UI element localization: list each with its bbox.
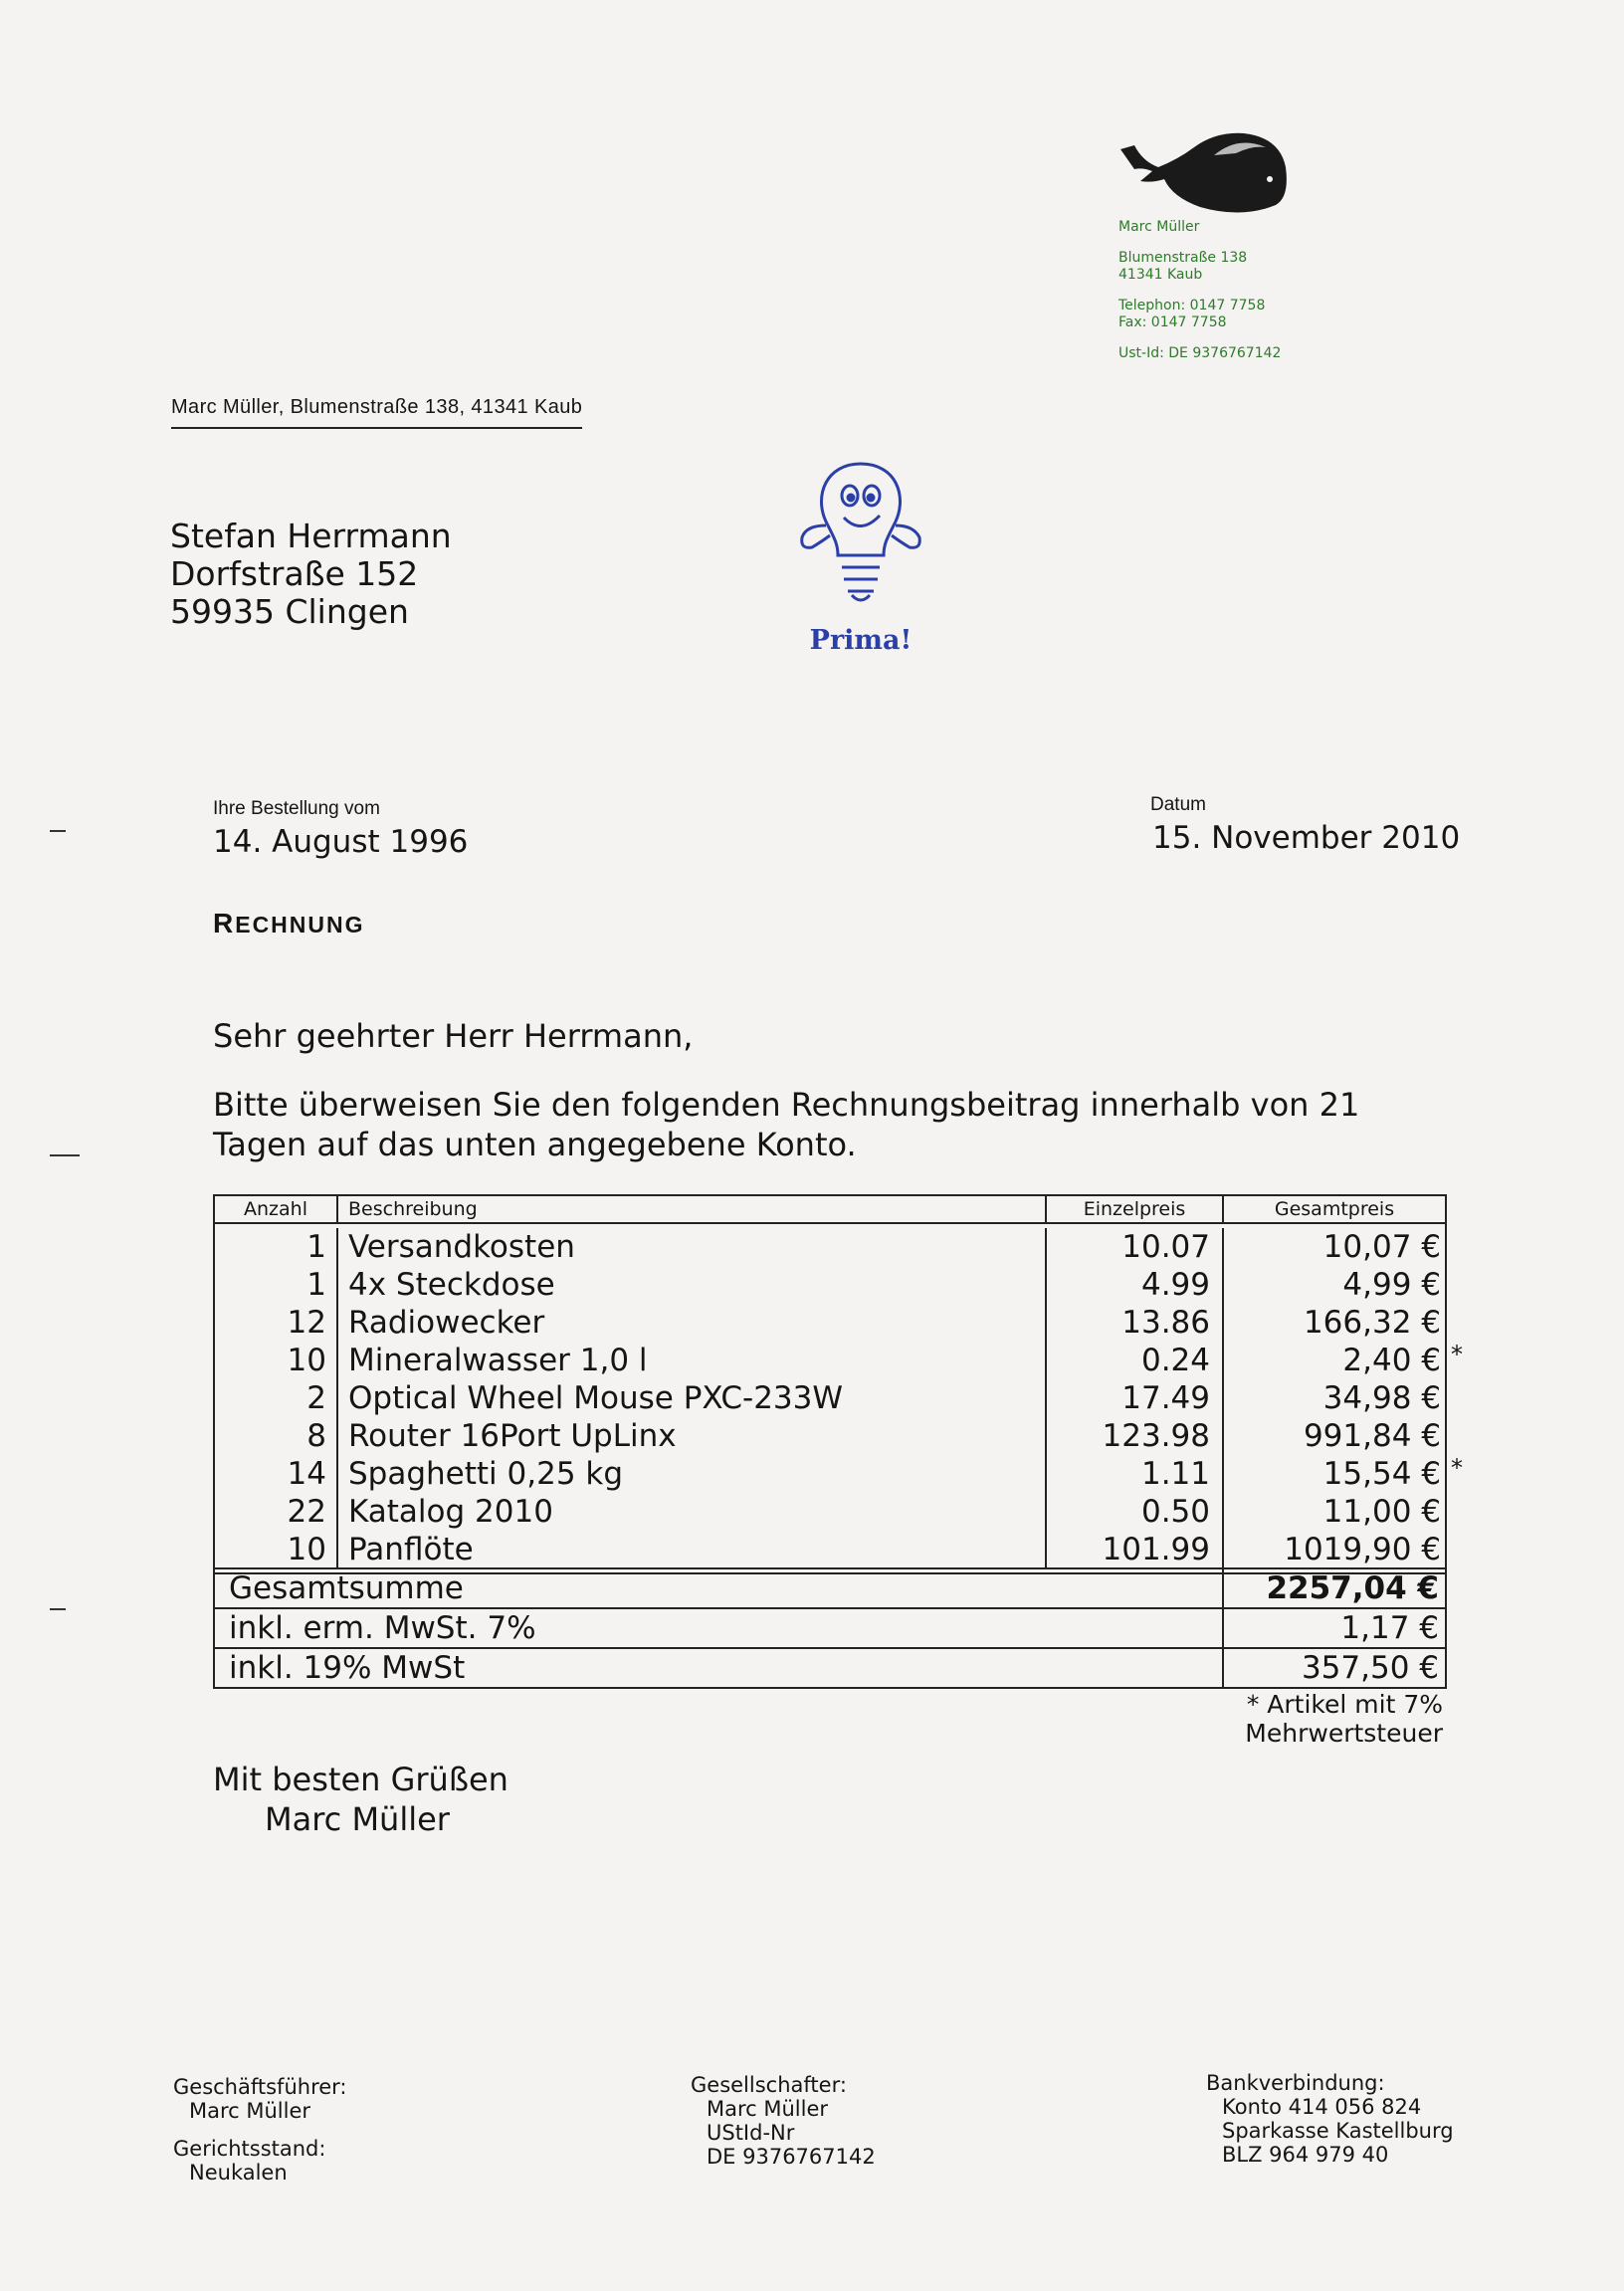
item-qty: 10 bbox=[215, 1531, 338, 1568]
item-qty: 1 bbox=[215, 1228, 338, 1266]
item-description: Router 16Port UpLinx bbox=[338, 1417, 1047, 1455]
invoice-items-table bbox=[213, 1194, 1463, 1574]
table-row bbox=[215, 1531, 1445, 1568]
letterhead-name: Marc Müller bbox=[1118, 219, 1200, 235]
subject-first-letter: R bbox=[213, 908, 236, 938]
item-description: Versandkosten bbox=[338, 1228, 1047, 1266]
header-description: Beschreibung bbox=[338, 1196, 1047, 1222]
recipient-city: 59935 Clingen bbox=[170, 592, 409, 631]
lightbulb-mascot-icon bbox=[786, 456, 935, 625]
item-qty: 14 bbox=[215, 1455, 338, 1493]
table-row bbox=[215, 1228, 1445, 1266]
invoice-date: 15. November 2010 bbox=[1152, 820, 1461, 856]
header-total-price: Gesamtpreis bbox=[1274, 1198, 1395, 1220]
footer-bank-account: Konto 414 056 824 bbox=[1222, 2095, 1422, 2119]
recipient-address bbox=[170, 518, 452, 631]
sender-return-address: Marc Müller, Blumenstraße 138, 41341 Kaub bbox=[171, 396, 582, 429]
item-unit-price: 123.98 bbox=[1047, 1417, 1224, 1455]
letterhead-phone: Telephon: 0147 7758 bbox=[1118, 298, 1266, 313]
table-row bbox=[215, 1304, 1445, 1342]
item-qty: 2 bbox=[215, 1379, 338, 1417]
letterhead-fax: Fax: 0147 7758 bbox=[1118, 314, 1227, 330]
table-row bbox=[215, 1493, 1445, 1531]
stamp-text: Prima! bbox=[809, 625, 913, 656]
total-value: 2257,04 € bbox=[1266, 1570, 1439, 1606]
payment-instruction: Bitte überweisen Sie den folgenden Rechnungsbeitrag innerhalb von 21 Tagen auf das unten angegebene Konto. bbox=[213, 1086, 1360, 1163]
recipient-name: Stefan Herrmann bbox=[170, 517, 452, 555]
item-description: Spaghetti 0,25 kg bbox=[338, 1455, 1047, 1493]
item-qty: 1 bbox=[215, 1266, 338, 1304]
prima-stamp bbox=[786, 456, 935, 660]
table-body bbox=[215, 1224, 1463, 1572]
order-date-label: Ihre Bestellung vom bbox=[213, 798, 380, 819]
footer-shareholder-name: Marc Müller bbox=[707, 2097, 829, 2121]
fold-mark-bottom bbox=[50, 1608, 66, 1610]
item-total-price: 10,07 € bbox=[1322, 1229, 1441, 1265]
item-total-price: 34,98 € bbox=[1322, 1380, 1441, 1416]
reduced-vat-marker: * bbox=[1451, 1341, 1463, 1368]
item-total-price bbox=[1224, 1341, 1463, 1379]
footer-bank-code: BLZ 964 979 40 bbox=[1222, 2143, 1389, 2167]
closing-greeting: Mit besten Grüßen bbox=[213, 1761, 508, 1798]
table-row bbox=[215, 1417, 1445, 1455]
item-unit-price: 101.99 bbox=[1047, 1531, 1224, 1568]
letterhead-address bbox=[1118, 219, 1457, 362]
table-row bbox=[215, 1454, 1463, 1493]
invoice-subject bbox=[213, 908, 365, 939]
reduced-vat-marker: * bbox=[1451, 1454, 1463, 1482]
item-qty: 10 bbox=[215, 1342, 338, 1379]
footer-court-title: Gerichtsstand: bbox=[173, 2137, 326, 2161]
vat-value: 357,50 € bbox=[1301, 1650, 1439, 1686]
item-qty: 12 bbox=[215, 1304, 338, 1342]
item-total-price bbox=[1224, 1454, 1463, 1493]
item-unit-price: 4.99 bbox=[1047, 1266, 1224, 1304]
item-unit-price: 17.49 bbox=[1047, 1379, 1224, 1417]
totals-table bbox=[213, 1567, 1447, 1689]
whale-logo bbox=[1113, 127, 1288, 225]
footer-bank bbox=[1206, 2071, 1454, 2167]
item-unit-price: 10.07 bbox=[1047, 1228, 1224, 1266]
item-description: 4x Steckdose bbox=[338, 1266, 1047, 1304]
punch-mark bbox=[50, 1154, 80, 1156]
salutation: Sehr geehrter Herr Herrmann, bbox=[213, 1017, 694, 1055]
item-description: Panflöte bbox=[338, 1531, 1047, 1568]
item-description: Optical Wheel Mouse PXC-233W bbox=[338, 1379, 1047, 1417]
order-date: 14. August 1996 bbox=[213, 824, 469, 860]
closing bbox=[213, 1760, 508, 1839]
item-description: Mineralwasser 1,0 l bbox=[338, 1342, 1047, 1379]
reduced-vat-label: inkl. erm. MwSt. 7% bbox=[215, 1609, 1224, 1647]
footer-bank-name: Sparkasse Kastellburg bbox=[1222, 2119, 1454, 2143]
item-qty: 8 bbox=[215, 1417, 338, 1455]
reduced-vat-value: 1,17 € bbox=[1340, 1610, 1439, 1646]
footer-shareholder-title: Gesellschafter: bbox=[691, 2073, 847, 2097]
reduced-vat-row bbox=[215, 1609, 1445, 1649]
total-label: Gesamtsumme bbox=[215, 1569, 1224, 1607]
item-unit-price: 0.50 bbox=[1047, 1493, 1224, 1531]
letterhead-street: Blumenstraße 138 bbox=[1118, 250, 1248, 266]
total-row bbox=[215, 1569, 1445, 1609]
header-qty: Anzahl bbox=[215, 1196, 338, 1222]
recipient-street: Dorfstraße 152 bbox=[170, 554, 419, 593]
item-qty: 22 bbox=[215, 1493, 338, 1531]
item-description: Radiowecker bbox=[338, 1304, 1047, 1342]
item-description: Katalog 2010 bbox=[338, 1493, 1047, 1531]
fold-mark-top bbox=[50, 830, 66, 832]
footer-ceo-title: Geschäftsführer: bbox=[173, 2075, 347, 2099]
invoice-date-label: Datum bbox=[1150, 794, 1206, 815]
header-unit-price: Einzelpreis bbox=[1047, 1196, 1224, 1222]
footer-bank-title: Bankverbindung: bbox=[1206, 2071, 1385, 2095]
footer-vat-number: DE 9376767142 bbox=[707, 2145, 876, 2169]
subject-rest: ECHNUNG bbox=[235, 912, 365, 937]
item-unit-price: 0.24 bbox=[1047, 1342, 1224, 1379]
vat-label: inkl. 19% MwSt bbox=[215, 1649, 1224, 1687]
item-total-price: 991,84 € bbox=[1303, 1418, 1441, 1454]
table-row bbox=[215, 1266, 1445, 1304]
item-unit-price: 1.11 bbox=[1047, 1455, 1224, 1493]
item-total-value: 2,40 € bbox=[1342, 1343, 1441, 1378]
table-row bbox=[215, 1379, 1445, 1417]
footer-management bbox=[173, 2075, 347, 2185]
table-row bbox=[215, 1341, 1463, 1379]
vat-row bbox=[215, 1649, 1445, 1687]
item-unit-price: 13.86 bbox=[1047, 1304, 1224, 1342]
item-total-price: 11,00 € bbox=[1322, 1494, 1441, 1530]
item-total-price: 166,32 € bbox=[1303, 1305, 1441, 1341]
item-total-price: 1019,90 € bbox=[1284, 1532, 1441, 1567]
item-total-price: 4,99 € bbox=[1342, 1267, 1441, 1303]
footer-shareholder bbox=[691, 2073, 876, 2169]
letterhead-city: 41341 Kaub bbox=[1118, 267, 1203, 283]
footer-court-name: Neukalen bbox=[189, 2161, 288, 2185]
vat-footnote: * Artikel mit 7% Mehrwertsteuer bbox=[1245, 1690, 1443, 1748]
closing-signature-name: Marc Müller bbox=[265, 1800, 450, 1838]
item-total-value: 15,54 € bbox=[1322, 1456, 1441, 1492]
footer-ceo-name: Marc Müller bbox=[189, 2099, 311, 2123]
letterhead-vat-id: Ust-Id: DE 9376767142 bbox=[1118, 345, 1282, 361]
table-header bbox=[215, 1196, 1445, 1224]
footer-vat-label: UStId-Nr bbox=[707, 2121, 795, 2145]
